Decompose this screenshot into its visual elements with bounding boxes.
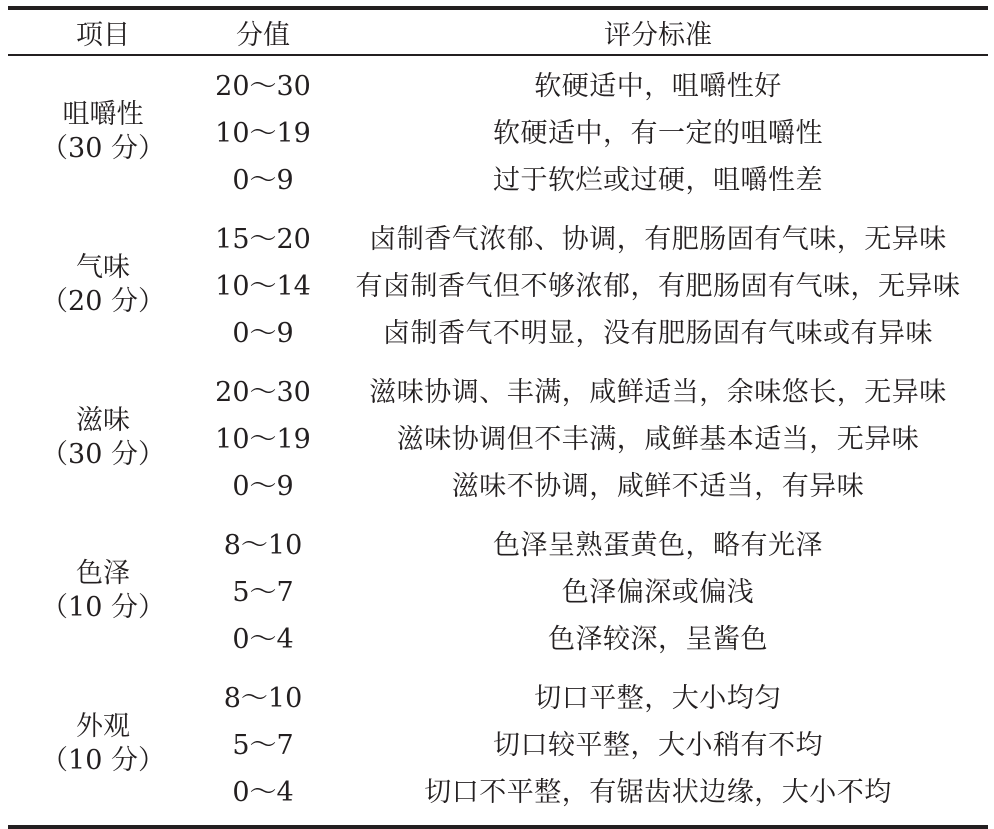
- group-label: [8, 60, 198, 213]
- group-points: （10 分）: [41, 591, 165, 623]
- criteria-cell: 过于软烂或过硬，咀嚼性差: [493, 165, 823, 196]
- header-item: 项目: [76, 19, 130, 51]
- score-cell: 0～9: [232, 471, 294, 502]
- score-cell: 5～7: [232, 577, 294, 608]
- group-points: （30 分）: [41, 132, 165, 164]
- group-points: （20 分）: [41, 285, 165, 317]
- group-label: [8, 672, 198, 825]
- table-row: [198, 307, 988, 354]
- group-appearance: [8, 672, 988, 825]
- criteria-cell: 滋味协调但不丰满，咸鲜基本适当，无异味: [396, 424, 920, 455]
- group-points: （30 分）: [41, 438, 165, 470]
- group-points: （10 分）: [41, 744, 165, 776]
- criteria-cell: 软硬适中，有一定的咀嚼性: [493, 118, 823, 149]
- group-label: [8, 213, 198, 366]
- table-row: [198, 260, 988, 307]
- group-label: [8, 366, 198, 519]
- table-header: [8, 10, 988, 54]
- table-row: [198, 60, 988, 107]
- criteria-cell: 色泽偏深或偏浅: [561, 577, 755, 608]
- group-name: 外观: [76, 710, 130, 742]
- table-row: [198, 413, 988, 460]
- table-row: [198, 766, 988, 813]
- criteria-cell: 切口较平整，大小稍有不均: [493, 730, 823, 761]
- table-row: [198, 566, 988, 613]
- header-score: 分值: [236, 19, 290, 51]
- score-cell: 8～10: [223, 530, 303, 561]
- table-row: [198, 213, 988, 260]
- table-row: [198, 519, 988, 566]
- header-criteria: 评分标准: [604, 19, 712, 51]
- criteria-cell: 色泽呈熟蛋黄色，略有光泽: [493, 530, 823, 561]
- table-row: [198, 366, 988, 413]
- table-row: [198, 460, 988, 507]
- score-cell: 0～9: [232, 165, 294, 196]
- score-cell: 10～19: [215, 424, 311, 455]
- table-row: [198, 719, 988, 766]
- table-row: [198, 672, 988, 719]
- group-name: 气味: [76, 251, 130, 283]
- criteria-cell: 有卤制香气但不够浓郁，有肥肠固有气味，无异味: [355, 271, 961, 302]
- group-odor: [8, 213, 988, 366]
- table-row: [198, 107, 988, 154]
- criteria-cell: 滋味协调、丰满，咸鲜适当，余味悠长，无异味: [369, 377, 947, 408]
- score-cell: 10～14: [215, 271, 311, 302]
- criteria-cell: 滋味不协调，咸鲜不适当，有异味: [451, 471, 865, 502]
- criteria-cell: 切口不平整，有锯齿状边缘，大小不均: [424, 777, 892, 808]
- group-taste: [8, 366, 988, 519]
- score-cell: 0～4: [232, 624, 294, 655]
- score-cell: 8～10: [223, 683, 303, 714]
- group-name: 咀嚼性: [62, 98, 144, 130]
- group-rows: [198, 672, 988, 825]
- score-cell: 20～30: [215, 377, 311, 408]
- group-color: [8, 519, 988, 672]
- bottom-rule: [8, 825, 988, 829]
- score-cell: 5～7: [232, 730, 294, 761]
- score-cell: 15～20: [215, 224, 311, 255]
- criteria-cell: 色泽较深，呈酱色: [548, 624, 768, 655]
- score-cell: 10～19: [215, 118, 311, 149]
- criteria-cell: 软硬适中，咀嚼性好: [534, 71, 782, 102]
- group-label: [8, 519, 198, 672]
- table-row: [198, 613, 988, 660]
- group-name: 色泽: [76, 557, 130, 589]
- criteria-cell: 卤制香气浓郁、协调，有肥肠固有气味，无异味: [369, 224, 947, 255]
- scoring-table: [8, 6, 988, 829]
- group-rows: [198, 366, 988, 519]
- group-rows: [198, 60, 988, 213]
- criteria-cell: 切口平整，大小均匀: [534, 683, 782, 714]
- group-rows: [198, 519, 988, 672]
- criteria-cell: 卤制香气不明显，没有肥肠固有气味或有异味: [383, 318, 933, 349]
- table-row: [198, 154, 988, 201]
- table-body: [8, 56, 988, 825]
- group-chewiness: [8, 60, 988, 213]
- group-rows: [198, 213, 988, 366]
- score-cell: 0～4: [232, 777, 294, 808]
- score-cell: 0～9: [232, 318, 294, 349]
- score-cell: 20～30: [215, 71, 311, 102]
- group-name: 滋味: [76, 404, 130, 436]
